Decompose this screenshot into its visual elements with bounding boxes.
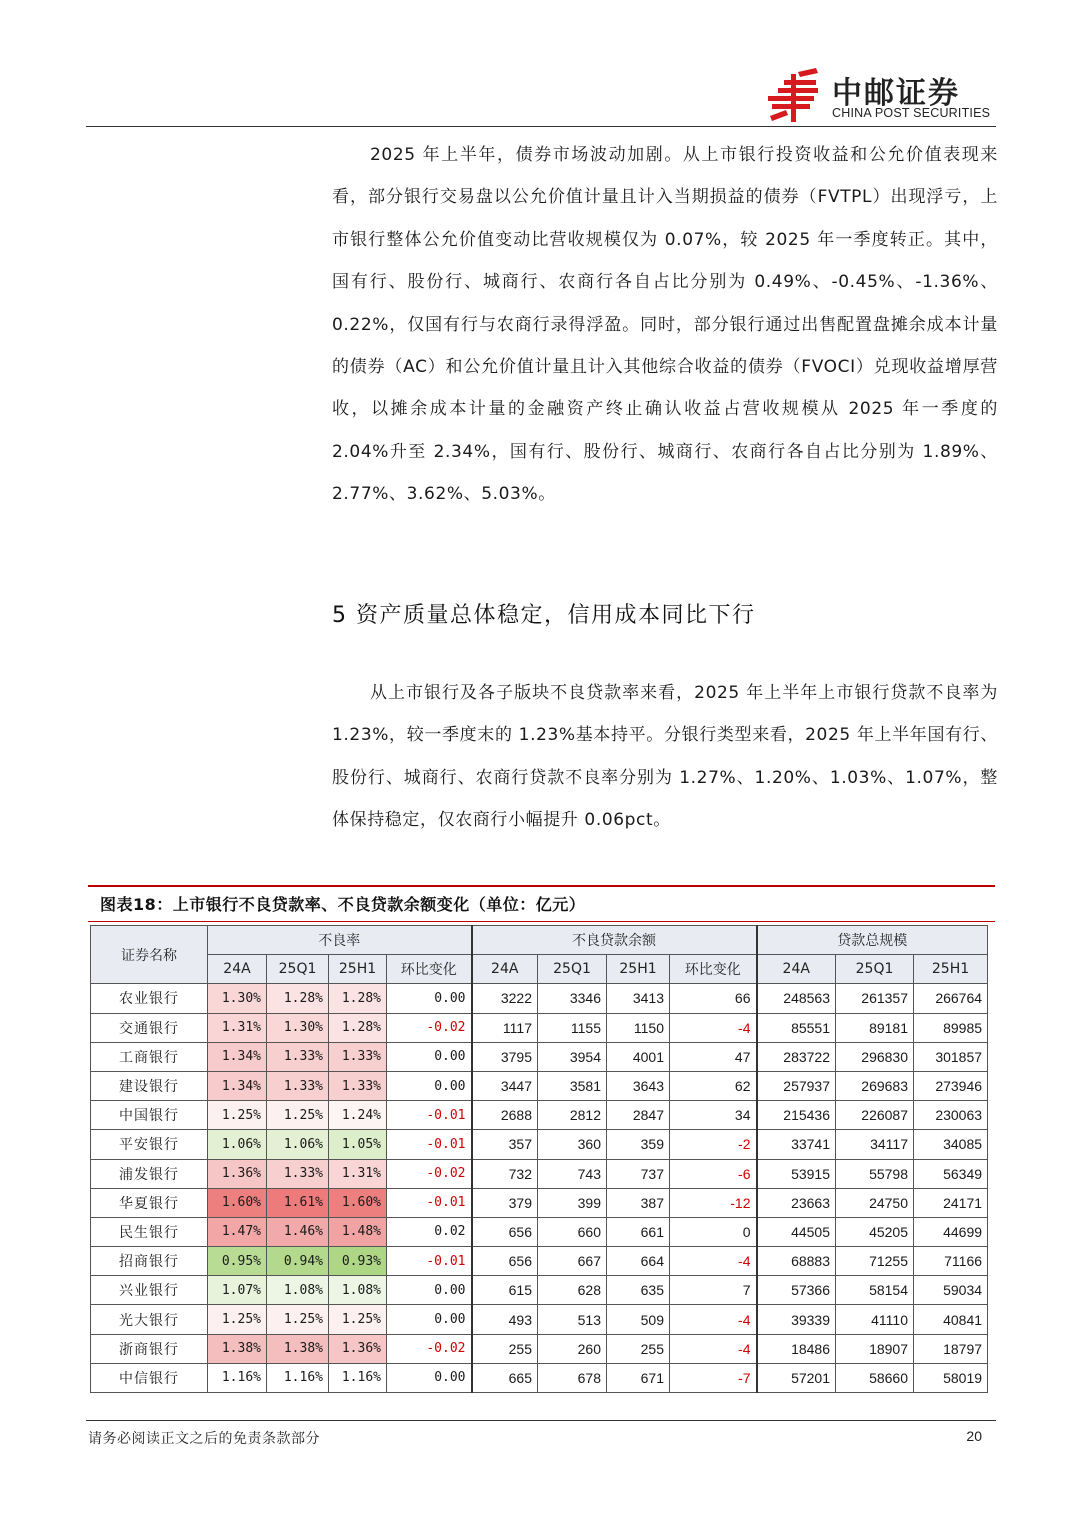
- npl-balance-cell: 3413: [607, 984, 670, 1013]
- npl-rate-change-cell: 0.00: [387, 1071, 472, 1100]
- bank-name-cell: 农业银行: [91, 984, 208, 1013]
- bank-name-cell: 浙商银行: [91, 1334, 208, 1363]
- npl-balance-change-cell: -4: [670, 1305, 757, 1334]
- loan-size-cell: 34085: [914, 1130, 988, 1159]
- npl-rate-change-cell: -0.01: [387, 1101, 472, 1130]
- npl-rate-cell: 1.33%: [267, 1042, 329, 1071]
- npl-balance-change-cell: -2: [670, 1130, 757, 1159]
- npl-balance-change-cell: -6: [670, 1159, 757, 1188]
- npl-rate-cell: 1.08%: [267, 1276, 329, 1305]
- loan-size-cell: 44699: [914, 1217, 988, 1246]
- npl-rate-cell: 1.07%: [208, 1276, 267, 1305]
- npl-rate-cell: 1.31%: [208, 1013, 267, 1042]
- figure-title-rule: [88, 921, 995, 922]
- npl-rate-cell: 1.28%: [329, 984, 387, 1013]
- bank-name-cell: 交通银行: [91, 1013, 208, 1042]
- npl-rate-cell: 1.16%: [267, 1363, 329, 1392]
- header-npl-rate: 不良率: [208, 926, 472, 955]
- npl-rate-change-cell: -0.01: [387, 1188, 472, 1217]
- npl-rate-cell: 1.46%: [267, 1217, 329, 1246]
- loan-size-cell: 283722: [757, 1042, 836, 1071]
- table-row: [91, 1101, 988, 1130]
- npl-balance-change-cell: 7: [670, 1276, 757, 1305]
- npl-rate-cell: 1.33%: [267, 1071, 329, 1100]
- npl-rate-cell: 1.28%: [329, 1013, 387, 1042]
- npl-rate-change-cell: 0.00: [387, 1363, 472, 1392]
- npl-rate-cell: 1.34%: [208, 1042, 267, 1071]
- loan-size-cell: 23663: [757, 1188, 836, 1217]
- page-header: [86, 58, 996, 128]
- table-row: [91, 1042, 988, 1071]
- npl-rate-cell: 0.93%: [329, 1247, 387, 1276]
- npl-balance-cell: 737: [607, 1159, 670, 1188]
- npl-rate-cell: 1.38%: [208, 1334, 267, 1363]
- npl-rate-cell: 1.25%: [267, 1305, 329, 1334]
- npl-balance-change-cell: 66: [670, 984, 757, 1013]
- table-row: [91, 1130, 988, 1159]
- npl-rate-change-cell: -0.02: [387, 1159, 472, 1188]
- header-security-name: 证券名称: [91, 926, 208, 984]
- subheader-loan-25h1: 25H1: [914, 955, 988, 984]
- npl-rate-cell: 1.08%: [329, 1276, 387, 1305]
- loan-size-cell: 58154: [836, 1276, 914, 1305]
- npl-balance-cell: 3346: [538, 984, 607, 1013]
- npl-balance-change-cell: 0: [670, 1217, 757, 1246]
- npl-rate-cell: 0.95%: [208, 1247, 267, 1276]
- npl-rate-change-cell: -0.01: [387, 1247, 472, 1276]
- npl-balance-cell: 656: [472, 1247, 538, 1276]
- subheader-bal-25q1: 25Q1: [538, 955, 607, 984]
- header-loan-size: 贷款总规模: [757, 926, 988, 955]
- subheader-rate-25q1: 25Q1: [267, 955, 329, 984]
- npl-rate-cell: 1.61%: [267, 1188, 329, 1217]
- loan-size-cell: 39339: [757, 1305, 836, 1334]
- loan-size-cell: 89181: [836, 1013, 914, 1042]
- loan-size-cell: 266764: [914, 984, 988, 1013]
- loan-size-cell: 56349: [914, 1159, 988, 1188]
- npl-rate-cell: 1.30%: [208, 984, 267, 1013]
- npl-balance-cell: 2688: [472, 1101, 538, 1130]
- bank-name-cell: 中信银行: [91, 1363, 208, 1392]
- npl-balance-cell: 615: [472, 1276, 538, 1305]
- npl-balance-cell: 260: [538, 1334, 607, 1363]
- npl-rate-cell: 1.25%: [208, 1305, 267, 1334]
- subheader-rate-change: 环比变化: [387, 955, 472, 984]
- npl-rate-change-cell: 0.02: [387, 1217, 472, 1246]
- table-row: [91, 1334, 988, 1363]
- npl-balance-cell: 2847: [607, 1101, 670, 1130]
- bank-name-cell: 民生银行: [91, 1217, 208, 1246]
- china-post-logo-icon: [764, 66, 824, 126]
- table-row: [91, 1305, 988, 1334]
- npl-balance-cell: 3581: [538, 1071, 607, 1100]
- bank-name-cell: 兴业银行: [91, 1276, 208, 1305]
- npl-rate-cell: 1.36%: [329, 1334, 387, 1363]
- loan-size-cell: 226087: [836, 1101, 914, 1130]
- npl-balance-cell: 359: [607, 1130, 670, 1159]
- npl-rate-cell: 1.16%: [208, 1363, 267, 1392]
- npl-balance-change-cell: -4: [670, 1013, 757, 1042]
- npl-rate-change-cell: 0.00: [387, 1305, 472, 1334]
- loan-size-cell: 57201: [757, 1363, 836, 1392]
- npl-balance-cell: 2812: [538, 1101, 607, 1130]
- npl-balance-cell: 357: [472, 1130, 538, 1159]
- loan-size-cell: 85551: [757, 1013, 836, 1042]
- subheader-rate-25h1: 25H1: [329, 955, 387, 984]
- loan-size-cell: 18907: [836, 1334, 914, 1363]
- npl-balance-change-cell: -12: [670, 1188, 757, 1217]
- paragraph-npl-ratio: 从上市银行及各子版块不良贷款率来看，2025 年上半年上市银行贷款不良率为 1.23%，较一季度末的 1.23%基本持平。分银行类型来看，2025 年上半年国有行、股份行、城商行、农商行贷款不良率分别为 1.27%、1.20%、1.03%、1.07%，整体保持稳定，仅农商行小幅提升 0.06pct。: [332, 683, 998, 831]
- figure-title: 图表18：上市银行不良贷款率、不良贷款余额变化（单位：亿元）: [100, 895, 586, 914]
- bank-name-cell: 工商银行: [91, 1042, 208, 1071]
- npl-balance-cell: 3222: [472, 984, 538, 1013]
- logo-chinese-name: 中邮证券: [832, 76, 960, 111]
- npl-rate-cell: 1.06%: [267, 1130, 329, 1159]
- npl-rate-cell: 1.31%: [329, 1159, 387, 1188]
- loan-size-cell: 257937: [757, 1071, 836, 1100]
- npl-rate-cell: 1.05%: [329, 1130, 387, 1159]
- npl-balance-cell: 3643: [607, 1071, 670, 1100]
- table-row: [91, 1159, 988, 1188]
- npl-balance-cell: 3954: [538, 1042, 607, 1071]
- disclaimer-note: 请务必阅读正文之后的免责条款部分: [88, 1431, 320, 1447]
- npl-balance-cell: 661: [607, 1217, 670, 1246]
- npl-rate-cell: 1.33%: [329, 1042, 387, 1071]
- loan-size-cell: 24750: [836, 1188, 914, 1217]
- loan-size-cell: 40841: [914, 1305, 988, 1334]
- npl-rate-cell: 1.38%: [267, 1334, 329, 1363]
- npl-balance-change-cell: -7: [670, 1363, 757, 1392]
- figure-top-rule: [88, 885, 995, 887]
- npl-balance-cell: 665: [472, 1363, 538, 1392]
- npl-rate-change-cell: 0.00: [387, 1276, 472, 1305]
- loan-size-cell: 273946: [914, 1071, 988, 1100]
- loan-size-cell: 18486: [757, 1334, 836, 1363]
- loan-size-cell: 58660: [836, 1363, 914, 1392]
- npl-rate-cell: 1.25%: [208, 1101, 267, 1130]
- page-number: 20: [966, 1428, 982, 1444]
- npl-rate-cell: 1.47%: [208, 1217, 267, 1246]
- loan-size-cell: 215436: [757, 1101, 836, 1130]
- npl-balance-change-cell: 62: [670, 1071, 757, 1100]
- subheader-bal-25h1: 25H1: [607, 955, 670, 984]
- table-body: [91, 984, 988, 1393]
- loan-size-cell: 230063: [914, 1101, 988, 1130]
- loan-size-cell: 34117: [836, 1130, 914, 1159]
- npl-balance-cell: 3795: [472, 1042, 538, 1071]
- loan-size-cell: 301857: [914, 1042, 988, 1071]
- table-row: [91, 1188, 988, 1217]
- footer-divider: [86, 1420, 996, 1421]
- npl-balance-cell: 635: [607, 1276, 670, 1305]
- npl-balance-cell: 656: [472, 1217, 538, 1246]
- loan-size-cell: 55798: [836, 1159, 914, 1188]
- npl-balance-cell: 399: [538, 1188, 607, 1217]
- npl-rate-cell: 0.94%: [267, 1247, 329, 1276]
- npl-rate-cell: 1.34%: [208, 1071, 267, 1100]
- npl-balance-change-cell: -4: [670, 1247, 757, 1276]
- npl-rate-cell: 1.28%: [267, 984, 329, 1013]
- npl-table: [90, 925, 988, 1393]
- subheader-rate-24a: 24A: [208, 955, 267, 984]
- section-title: 5 资产质量总体稳定，信用成本同比下行: [332, 603, 756, 628]
- npl-rate-cell: 1.30%: [267, 1013, 329, 1042]
- npl-balance-cell: 660: [538, 1217, 607, 1246]
- loan-size-cell: 18797: [914, 1334, 988, 1363]
- npl-rate-cell: 1.60%: [208, 1188, 267, 1217]
- npl-balance-cell: 667: [538, 1247, 607, 1276]
- table-row: [91, 1276, 988, 1305]
- npl-rate-cell: 1.24%: [329, 1101, 387, 1130]
- npl-balance-cell: 664: [607, 1247, 670, 1276]
- loan-size-cell: 44505: [757, 1217, 836, 1246]
- header-npl-balance: 不良贷款余额: [472, 926, 757, 955]
- npl-balance-cell: 4001: [607, 1042, 670, 1071]
- npl-balance-cell: 1155: [538, 1013, 607, 1042]
- table-row: [91, 1217, 988, 1246]
- table-sub-header-row: [91, 955, 988, 984]
- npl-balance-cell: 255: [607, 1334, 670, 1363]
- bank-name-cell: 光大银行: [91, 1305, 208, 1334]
- npl-balance-cell: 513: [538, 1305, 607, 1334]
- npl-balance-cell: 732: [472, 1159, 538, 1188]
- table-row: [91, 1071, 988, 1100]
- paragraph-bond-market: 2025 年上半年，债券市场波动加剧。从上市银行投资收益和公允价值表现来看，部分银行交易盘以公允价值计量且计入当期损益的债券（FVTPL）出现浮亏，上市银行整体公允价值变动比营收规模仅为 0.07%，较 2025 年一季度转正。其中，国有行、股份行、城商行、农商行各自占比分别为 0.49%、-0.45%、-1.36%、0.22%，仅国有行与农商行录得浮盈。同时，部分银行通过出售配置盘摊余成本计量的债券（AC）和公允价值计量且计入其他综合收益的债券（FVOCI）兑现收益增厚营收，以摊余成本计量的金融资产终止确认收益占营收规模从 2025 年一季度的 2.04%升至 2.34%，国有行、股份行、城商行、农商行各自占比分别为 1.89%、2.77%、3.62%、5.03%。: [332, 145, 998, 505]
- loan-size-cell: 296830: [836, 1042, 914, 1071]
- bank-name-cell: 建设银行: [91, 1071, 208, 1100]
- npl-rate-cell: 1.36%: [208, 1159, 267, 1188]
- loan-size-cell: 71166: [914, 1247, 988, 1276]
- npl-rate-change-cell: -0.01: [387, 1130, 472, 1159]
- npl-balance-cell: 379: [472, 1188, 538, 1217]
- npl-rate-cell: 1.60%: [329, 1188, 387, 1217]
- table-row: [91, 1247, 988, 1276]
- loan-size-cell: 269683: [836, 1071, 914, 1100]
- npl-rate-cell: 1.06%: [208, 1130, 267, 1159]
- npl-balance-cell: 387: [607, 1188, 670, 1217]
- loan-size-cell: 261357: [836, 984, 914, 1013]
- npl-rate-change-cell: 0.00: [387, 1042, 472, 1071]
- loan-size-cell: 24171: [914, 1188, 988, 1217]
- npl-balance-change-cell: 34: [670, 1101, 757, 1130]
- bank-name-cell: 平安银行: [91, 1130, 208, 1159]
- bank-name-cell: 浦发银行: [91, 1159, 208, 1188]
- loan-size-cell: 33741: [757, 1130, 836, 1159]
- bank-name-cell: 中国银行: [91, 1101, 208, 1130]
- npl-rate-cell: 1.48%: [329, 1217, 387, 1246]
- subheader-bal-24a: 24A: [472, 955, 538, 984]
- loan-size-cell: 57366: [757, 1276, 836, 1305]
- npl-rate-cell: 1.25%: [267, 1101, 329, 1130]
- npl-rate-cell: 1.16%: [329, 1363, 387, 1392]
- npl-balance-change-cell: 47: [670, 1042, 757, 1071]
- loan-size-cell: 41110: [836, 1305, 914, 1334]
- npl-balance-cell: 3447: [472, 1071, 538, 1100]
- npl-rate-change-cell: 0.00: [387, 984, 472, 1013]
- table-group-header-row: [91, 926, 988, 955]
- loan-size-cell: 59034: [914, 1276, 988, 1305]
- npl-balance-cell: 255: [472, 1334, 538, 1363]
- npl-rate-cell: 1.33%: [267, 1159, 329, 1188]
- bank-name-cell: 招商银行: [91, 1247, 208, 1276]
- subheader-loan-24a: 24A: [757, 955, 836, 984]
- table-row: [91, 1013, 988, 1042]
- npl-balance-cell: 678: [538, 1363, 607, 1392]
- subheader-bal-change: 环比变化: [670, 955, 757, 984]
- loan-size-cell: 71255: [836, 1247, 914, 1276]
- loan-size-cell: 53915: [757, 1159, 836, 1188]
- npl-balance-cell: 628: [538, 1276, 607, 1305]
- loan-size-cell: 248563: [757, 984, 836, 1013]
- loan-size-cell: 45205: [836, 1217, 914, 1246]
- npl-rate-change-cell: -0.02: [387, 1013, 472, 1042]
- table-row: [91, 1363, 988, 1392]
- subheader-loan-25q1: 25Q1: [836, 955, 914, 984]
- npl-balance-cell: 1117: [472, 1013, 538, 1042]
- npl-balance-cell: 1150: [607, 1013, 670, 1042]
- brand-logo: [764, 66, 996, 126]
- npl-rate-cell: 1.25%: [329, 1305, 387, 1334]
- header-divider: [86, 126, 996, 127]
- npl-balance-cell: 743: [538, 1159, 607, 1188]
- npl-rate-cell: 1.33%: [329, 1071, 387, 1100]
- logo-english-name: CHINA POST SECURITIES: [832, 106, 991, 120]
- npl-balance-cell: 671: [607, 1363, 670, 1392]
- bank-name-cell: 华夏银行: [91, 1188, 208, 1217]
- table-row: [91, 984, 988, 1013]
- npl-balance-cell: 360: [538, 1130, 607, 1159]
- loan-size-cell: 58019: [914, 1363, 988, 1392]
- npl-balance-cell: 493: [472, 1305, 538, 1334]
- npl-balance-cell: 509: [607, 1305, 670, 1334]
- loan-size-cell: 89985: [914, 1013, 988, 1042]
- npl-rate-change-cell: -0.02: [387, 1334, 472, 1363]
- loan-size-cell: 68883: [757, 1247, 836, 1276]
- npl-balance-change-cell: -4: [670, 1334, 757, 1363]
